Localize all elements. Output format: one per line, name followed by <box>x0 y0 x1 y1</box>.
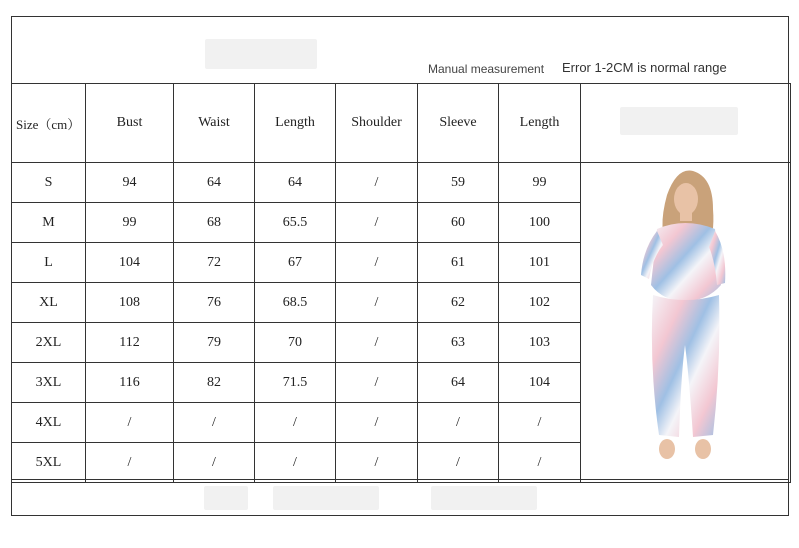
shoulder-cell: / <box>336 403 418 443</box>
waist-cell: 82 <box>174 363 255 403</box>
column-header-sleeve: Sleeve <box>418 84 499 163</box>
size-label: 3XL <box>12 363 86 403</box>
sleeve-cell: / <box>418 403 499 443</box>
blurred-header-text <box>620 107 738 135</box>
bust-cell: / <box>86 403 174 443</box>
sleeve-cell: 61 <box>418 243 499 283</box>
length-cell: / <box>255 443 336 483</box>
size-label: XL <box>12 283 86 323</box>
sleeve-cell: 64 <box>418 363 499 403</box>
product-photo-cell <box>581 163 791 483</box>
length-cell: 71.5 <box>255 363 336 403</box>
table-row <box>12 163 791 203</box>
size-label: 2XL <box>12 323 86 363</box>
length-cell: 64 <box>255 163 336 203</box>
blurred-title <box>205 39 317 69</box>
waist-cell: / <box>174 443 255 483</box>
size-label: 4XL <box>12 403 86 443</box>
size-label: L <box>12 243 86 283</box>
waist-cell: / <box>174 403 255 443</box>
shoulder-cell: / <box>336 283 418 323</box>
size-table <box>11 83 791 483</box>
sleeve-cell: 59 <box>418 163 499 203</box>
column-header-length <box>255 84 336 163</box>
length-cell: 68.5 <box>255 283 336 323</box>
column-header-length-label: Length <box>275 115 315 130</box>
length-cell: / <box>255 403 336 443</box>
shoulder-cell: / <box>336 323 418 363</box>
column-header-photo <box>581 84 791 163</box>
shoulder-cell: / <box>336 243 418 283</box>
column-header-shoulder: Shoulder <box>336 84 418 163</box>
blurred-footer-text-2 <box>273 486 379 510</box>
bust-cell: 108 <box>86 283 174 323</box>
bust-cell: 116 <box>86 363 174 403</box>
shoulder-cell: / <box>336 163 418 203</box>
length-cell: 70 <box>255 323 336 363</box>
shoulder-cell: / <box>336 363 418 403</box>
blurred-footer-text-3 <box>431 486 537 510</box>
blurred-footer-text-1 <box>204 486 248 510</box>
waist-cell: 64 <box>174 163 255 203</box>
bust-cell: 94 <box>86 163 174 203</box>
model-photo-icon <box>581 165 790 481</box>
column-header-bust: Bust <box>86 84 174 163</box>
pants-length-cell: / <box>499 443 581 483</box>
footer-row <box>11 479 789 516</box>
waist-cell: 72 <box>174 243 255 283</box>
pants-length-cell: 99 <box>499 163 581 203</box>
sleeve-cell: / <box>418 443 499 483</box>
sleeve-cell: 60 <box>418 203 499 243</box>
pants-length-cell: 102 <box>499 283 581 323</box>
bust-cell: 99 <box>86 203 174 243</box>
sleeve-cell: 63 <box>418 323 499 363</box>
length-cell: 67 <box>255 243 336 283</box>
column-header-size: Size（cm） <box>12 84 86 163</box>
size-label: 5XL <box>12 443 86 483</box>
pants-length-cell: 100 <box>499 203 581 243</box>
pants-length-cell: 103 <box>499 323 581 363</box>
manual-measurement-note: Manual measurement <box>428 62 545 76</box>
table-header-row <box>12 84 791 163</box>
length-cell: 65.5 <box>255 203 336 243</box>
waist-cell: 79 <box>174 323 255 363</box>
bust-cell: 104 <box>86 243 174 283</box>
pants-length-cell: 104 <box>499 363 581 403</box>
column-header-pants-length: Length <box>499 84 581 163</box>
error-range-note: Error 1-2CM is normal range <box>562 60 727 75</box>
bust-cell: 112 <box>86 323 174 363</box>
waist-cell: 76 <box>174 283 255 323</box>
sleeve-cell: 62 <box>418 283 499 323</box>
size-label: M <box>12 203 86 243</box>
shoulder-cell: / <box>336 443 418 483</box>
pants-length-cell: 101 <box>499 243 581 283</box>
waist-cell: 68 <box>174 203 255 243</box>
column-header-waist: Waist <box>174 84 255 163</box>
pants-length-cell: / <box>499 403 581 443</box>
size-label: S <box>12 163 86 203</box>
shoulder-cell: / <box>336 203 418 243</box>
bust-cell: / <box>86 443 174 483</box>
